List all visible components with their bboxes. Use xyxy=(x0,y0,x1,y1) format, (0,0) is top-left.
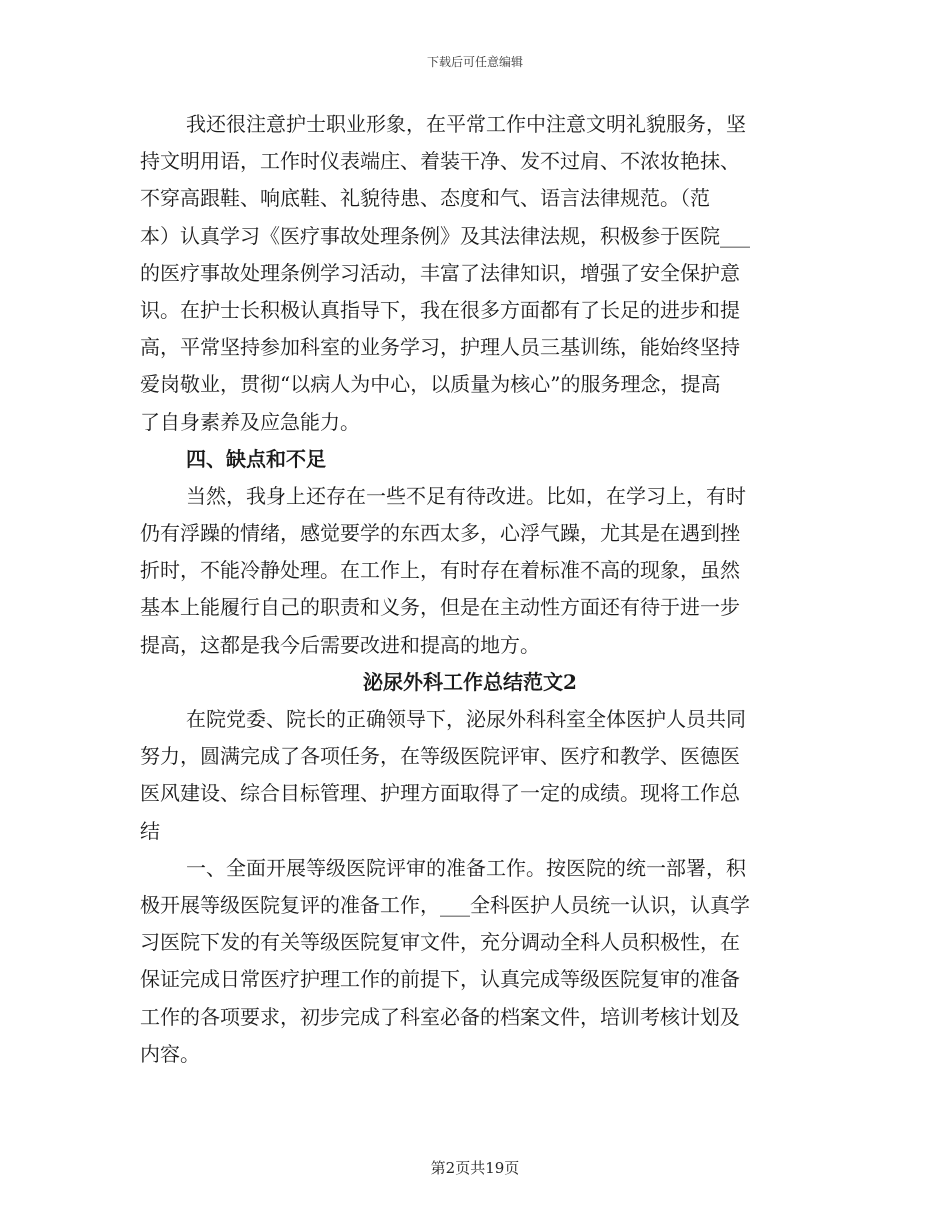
paragraph-line: 仍有浮躁的情绪，感觉要学的东西太多，心浮气躁，尤其是在遇到挫 xyxy=(140,521,740,546)
paragraph-line: 内容。 xyxy=(140,1041,200,1066)
paragraph-line: 保证完成日常医疗护理工作的前提下，认真完成等级医院复审的准备 xyxy=(140,967,740,992)
paragraph-line: 极开展等级医院复评的准备工作，___全科医护人员统一认识，认真学 xyxy=(140,892,750,917)
paragraph-line: 持文明用语，工作时仪表端庄、着装干净、发不过肩、不浓妆艳抹、 xyxy=(140,149,740,174)
paragraph-line: 识。在护士长积极认真指导下，我在很多方面都有了长足的进步和提 xyxy=(140,297,740,322)
paragraph-line: 提高，这都是我今后需要改进和提高的地方。 xyxy=(140,632,540,657)
paragraph-line: 了自身素养及应急能力。 xyxy=(140,409,360,434)
paragraph-line: 当然，我身上还存在一些不足有待改进。比如，在学习上，有时 xyxy=(186,483,746,508)
paragraph-line: 爱岗敬业，贯彻“以病人为中心，以质量为核心”的服务理念，提高 xyxy=(140,372,721,397)
page-header: 下载后可任意编辑 xyxy=(426,55,523,69)
paragraph-line: 习医院下发的有关等级医院复审文件，充分调动全科人员积极性，在 xyxy=(140,930,740,955)
paragraph-line: 结 xyxy=(140,818,160,843)
paragraph-line: 在院党委、院长的正确领导下，泌尿外科科室全体医护人员共同 xyxy=(186,707,746,731)
document-body xyxy=(140,106,800,1073)
paragraph-line: 折时，不能冷静处理。在工作上，有时存在着标准不高的现象，虽然 xyxy=(140,558,740,583)
section-heading: 四、缺点和不足 xyxy=(186,446,326,471)
paragraph-line: 基本上能履行自己的职责和义务，但是在主动性方面还有待于进一步 xyxy=(140,595,740,620)
paragraph-line: 高，平常坚持参加科室的业务学习，护理人员三基训练，能始终坚持 xyxy=(140,335,740,360)
paragraph-line: 的医疗事故处理条例学习活动，丰富了法律知识，增强了安全保护意 xyxy=(140,260,740,285)
paragraph-line: 努力，圆满完成了各项任务，在等级医院评审、医疗和教学、医德医 xyxy=(140,744,740,769)
paragraph-line: 工作的各项要求，初步完成了科室必备的档案文件，培训考核计划及 xyxy=(140,1004,740,1029)
paragraph-line: 不穿高跟鞋、响底鞋、礼貌待患、态度和气、语言法律规范。（范 xyxy=(140,186,710,211)
page-number: 第2页共19页 xyxy=(430,1159,520,1177)
paragraph-line: 我还很注意护士职业形象，在平常工作中注意文明礼貌服务，坚 xyxy=(186,112,746,136)
paragraph-line: 一、全面开展等级医院评审的准备工作。按医院的统一部署，积 xyxy=(186,855,746,880)
document-title: 泌尿外科工作总结范文2 xyxy=(363,669,577,694)
paragraph-line: 医风建设、综合目标管理、护理方面取得了一定的成绩。现将工作总 xyxy=(140,781,740,806)
paragraph-line: 本）认真学习《医疗事故处理条例》及其法律法规，积极参于医院___ xyxy=(140,223,750,248)
